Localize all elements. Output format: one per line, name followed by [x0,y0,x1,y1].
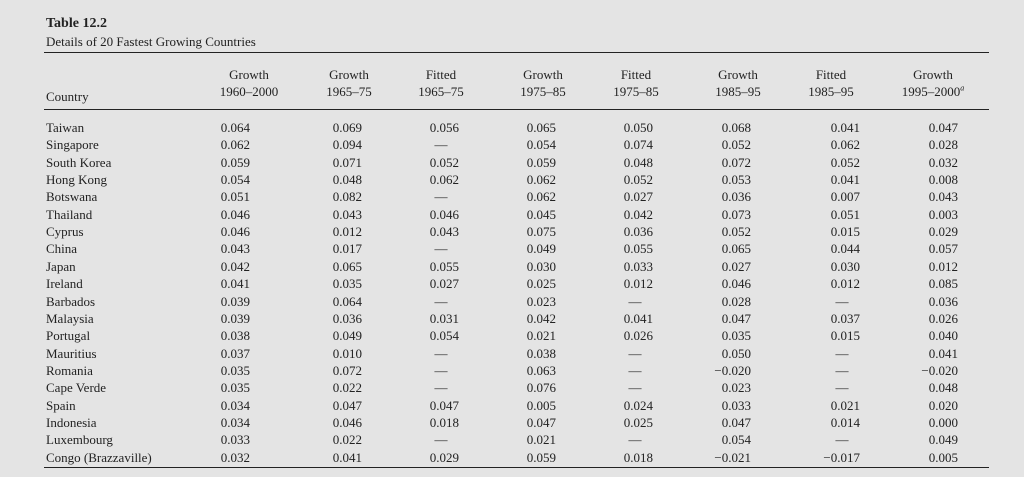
header-label: Country [46,89,89,104]
table-cell: 0.018 [429,414,459,430]
table-row [0,240,1024,257]
table-cell: 0.033 [721,397,751,413]
table-cell: 0.017 [332,241,362,257]
table-cell: 0.028 [721,293,751,309]
table-cell: 0.064 [332,293,362,309]
table-cell: — [835,345,849,361]
table-cell: 0.073 [721,206,751,222]
table-cell: 0.007 [830,189,860,205]
table-cell: 0.021 [526,328,556,344]
table-cell: — [434,362,448,378]
table-cell: 0.043 [429,224,459,240]
table-cell: 0.072 [721,154,751,170]
table-cell: — [434,137,448,153]
table-cell: 0.052 [721,224,751,240]
table-cell: 0.064 [220,120,250,135]
table-cell: 0.021 [526,432,556,448]
country-name: Portugal [46,328,91,344]
table-cell: 0.029 [429,449,459,465]
table-cell: 0.041 [623,310,653,326]
table-cell: 0.048 [332,172,362,188]
table-cell: 0.094 [332,137,362,153]
table-cell: 0.047 [429,397,459,413]
table-cell: — [434,241,448,257]
table-cell: 0.022 [332,380,362,396]
table-title: Table 12.2 [46,16,107,31]
table-cell: 0.050 [721,345,751,361]
column-header [299,66,399,100]
header-line1: Fitted [425,67,457,82]
table-cell: 0.030 [830,258,860,274]
table-cell: 0.035 [220,362,250,378]
header-line1: Growth [523,67,563,82]
table-cell: 0.085 [928,276,958,292]
table-cell: 0.039 [220,310,250,326]
table-row [0,119,1024,136]
table-cell: — [434,432,448,448]
footnote-marker: a [960,83,965,93]
country-name: South Korea [46,154,112,170]
table-cell: 0.042 [526,310,556,326]
country-name: Cyprus [46,224,84,240]
table-cell: 0.072 [332,362,362,378]
table-cell: 0.045 [526,206,556,222]
table-cell: 0.056 [429,120,459,135]
table-cell: 0.041 [928,345,958,361]
table-subtitle: Details of 20 Fastest Growing Countries [46,34,256,49]
table-cell: 0.069 [332,120,362,135]
table-row [0,188,1024,205]
table-cell: 0.041 [220,276,250,292]
table-cell: 0.027 [623,189,653,205]
table-row [0,154,1024,171]
table-cell: 0.035 [721,328,751,344]
table-cell: 0.054 [721,432,751,448]
table-cell: 0.046 [721,276,751,292]
table-cell: 0.075 [526,224,556,240]
table-cell: 0.032 [220,449,250,465]
table-cell: 0.047 [928,120,958,135]
table-cell: 0.057 [928,241,958,257]
header-line2: 1975–85 [613,84,659,99]
table-cell: 0.048 [623,154,653,170]
table-cell: 0.015 [830,224,860,240]
table-cell: 0.062 [220,137,250,153]
table-cell: 0.036 [332,310,362,326]
table-cell: 0.049 [526,241,556,257]
table-cell: 0.036 [623,224,653,240]
table-cell: 0.038 [526,345,556,361]
table-cell: 0.055 [429,258,459,274]
table-cell: 0.054 [429,328,459,344]
table-cell: 0.055 [623,241,653,257]
table-cell: 0.062 [830,137,860,153]
table-row [0,362,1024,379]
table-cell: 0.046 [429,206,459,222]
header-country [46,88,89,105]
table-cell: 0.048 [928,380,958,396]
column-header [493,66,593,100]
table-cell: 0.042 [623,206,653,222]
country-name: Thailand [46,206,93,222]
table-cell: 0.051 [830,206,860,222]
table-row [0,206,1024,223]
header-rule [44,109,989,110]
table-row [0,431,1024,448]
country-name: Luxembourg [46,432,113,448]
table-cell: 0.041 [830,172,860,188]
table-cell: — [835,380,849,396]
table-cell: 0.059 [220,154,250,170]
table-cell: 0.046 [332,414,362,430]
header-line2: 1965–75 [418,84,464,99]
table-row [0,258,1024,275]
table-cell: 0.082 [332,189,362,205]
table-cell: 0.054 [526,137,556,153]
table-row [0,414,1024,431]
table-cell: 0.059 [526,449,556,465]
table-cell: 0.059 [526,154,556,170]
table-cell: — [628,380,642,396]
table-cell: 0.062 [526,189,556,205]
table-cell: 0.008 [928,172,958,188]
table-cell: 0.026 [623,328,653,344]
table-cell: 0.028 [928,137,958,153]
header-line2: 1985–95 [808,84,854,99]
table-cell: — [835,362,849,378]
table-cell: 0.020 [928,397,958,413]
table-cell: −0.017 [823,449,860,465]
table-cell: 0.036 [721,189,751,205]
country-name: Botswana [46,189,98,205]
country-name: Romania [46,362,93,378]
table-cell: 0.043 [332,206,362,222]
table-cell: 0.044 [830,241,860,257]
table-cell: 0.023 [721,380,751,396]
table-cell: 0.025 [526,276,556,292]
table-cell: 0.047 [721,310,751,326]
table-cell: 0.063 [526,362,556,378]
table-cell: 0.029 [928,224,958,240]
table-cell: 0.005 [928,449,958,465]
table-cell: 0.051 [220,189,250,205]
table-cell: 0.065 [526,120,556,135]
country-name: Spain [46,397,76,413]
column-header [586,66,686,100]
table-row [0,275,1024,292]
table-cell: 0.030 [526,258,556,274]
table-cell: 0.010 [332,345,362,361]
table-cell: 0.035 [332,276,362,292]
table-cell: 0.005 [526,397,556,413]
top-rule [44,52,989,53]
table-cell: 0.043 [220,241,250,257]
table-cell: 0.012 [332,224,362,240]
table-cell: 0.003 [928,206,958,222]
table-cell: — [434,189,448,205]
header-line1: Growth [329,67,369,82]
table-row [0,397,1024,414]
header-line1: Fitted [620,67,652,82]
table-row [0,136,1024,153]
country-name: Ireland [46,276,83,292]
table-cell: 0.037 [830,310,860,326]
table-cell: 0.065 [721,241,751,257]
header-line1: Fitted [815,67,847,82]
table-cell: — [628,432,642,448]
country-name: Indonesia [46,414,97,430]
country-name: Barbados [46,293,96,309]
table-cell: 0.012 [623,276,653,292]
table-cell: 0.024 [623,397,653,413]
country-name: Mauritius [46,345,97,361]
table-cell: 0.021 [830,397,860,413]
table-cell: 0.053 [721,172,751,188]
table-cell: 0.027 [429,276,459,292]
table-cell: 0.033 [623,258,653,274]
header-line1: Growth [718,67,758,82]
header-line2: 1985–95 [715,84,761,99]
table-cell: 0.034 [220,397,250,413]
country-name: Malaysia [46,310,94,326]
country-name: Cape Verde [46,380,107,396]
table-cell: 0.047 [332,397,362,413]
table-cell: 0.049 [928,432,958,448]
header-line2: 1960–2000 [219,84,279,99]
table-cell: −0.020 [714,362,751,378]
table-cell: 0.023 [526,293,556,309]
table-cell: 0.032 [928,154,958,170]
table-row [0,310,1024,327]
table-cell: — [434,345,448,361]
table-cell: — [434,293,448,309]
table-cell: 0.037 [220,345,250,361]
table-cell: 0.040 [928,328,958,344]
table-cell: 0.047 [721,414,751,430]
table-cell: — [434,380,448,396]
table-row [0,379,1024,396]
table-cell: 0.046 [220,206,250,222]
table-cell: 0.052 [623,172,653,188]
table-cell: 0.043 [928,189,958,205]
table-cell: 0.000 [928,414,958,430]
table-cell: — [835,432,849,448]
table-cell: 0.022 [332,432,362,448]
bottom-rule [44,467,989,468]
table-cell: 0.018 [623,449,653,465]
country-name: Japan [46,258,76,274]
table-cell: 0.033 [220,432,250,448]
table-cell: 0.047 [526,414,556,430]
table-row [0,293,1024,310]
table-cell: 0.035 [220,380,250,396]
table-cell: 0.076 [526,380,556,396]
table-cell: 0.015 [830,328,860,344]
table-cell: 0.025 [623,414,653,430]
table-cell: 0.012 [928,258,958,274]
table-cell: — [835,293,849,309]
table-cell: 0.049 [332,328,362,344]
country-name: China [46,241,78,257]
country-name: Hong Kong [46,172,108,188]
table-cell: 0.062 [526,172,556,188]
table-row [0,449,1024,466]
column-header [781,66,881,100]
table-row [0,223,1024,240]
table-cell: 0.074 [623,137,653,153]
header-line1: Growth [229,67,269,82]
table-cell: — [628,293,642,309]
header-line2: 1995–2000$^a$ [901,83,965,99]
table-row [0,345,1024,362]
table-cell: −0.020 [921,362,958,378]
table-cell: 0.026 [928,310,958,326]
table-cell: 0.012 [830,276,860,292]
table-cell: 0.036 [928,293,958,309]
country-name: Singapore [46,137,99,153]
table-cell: 0.014 [830,414,860,430]
table-cell: −0.021 [714,449,751,465]
table-cell: 0.054 [220,172,250,188]
table-cell: 0.052 [429,154,459,170]
table-cell: 0.065 [332,258,362,274]
table-cell: 0.052 [721,137,751,153]
country-name: Taiwan [46,120,85,135]
table-cell: 0.041 [332,449,362,465]
table-cell: 0.042 [220,258,250,274]
table-cell: 0.052 [830,154,860,170]
table-cell: 0.046 [220,224,250,240]
table-row [0,171,1024,188]
table-cell: 0.027 [721,258,751,274]
table-cell: 0.031 [429,310,459,326]
table-cell: — [628,362,642,378]
table-cell: — [628,345,642,361]
table-cell: 0.062 [429,172,459,188]
table-cell: 0.071 [332,154,362,170]
header-line2: 1975–85 [520,84,566,99]
table-cell: 0.068 [721,120,751,135]
table-cell: 0.041 [830,120,860,135]
country-name: Congo (Brazzaville) [46,449,152,465]
table-cell: 0.039 [220,293,250,309]
column-header [391,66,491,100]
column-header [688,66,788,100]
table-row [0,327,1024,344]
column-header [883,66,983,100]
table-cell: 0.038 [220,328,250,344]
table-cell: 0.050 [623,120,653,135]
header-line1: Growth [913,67,953,82]
table-cell: 0.034 [220,414,250,430]
column-header [199,66,299,100]
header-line2: 1965–75 [326,84,372,99]
